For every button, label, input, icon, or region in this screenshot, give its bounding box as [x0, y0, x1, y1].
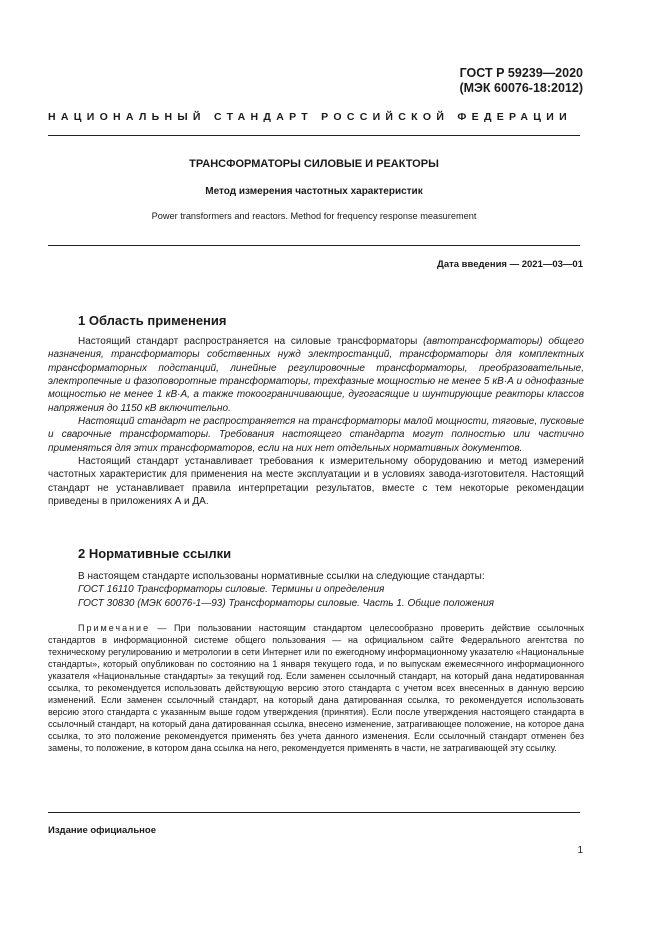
introduction-date: Дата введения — 2021—03—01	[437, 259, 583, 270]
section-1-heading: 1 Область применения	[78, 313, 227, 328]
reference-item: ГОСТ 30830 (МЭК 60076-1—93) Трансформаторы силовые. Часть 1. Общие положения	[78, 597, 494, 609]
banner-divider	[48, 135, 580, 136]
note-label: Примечание	[78, 623, 151, 633]
section-1-body	[48, 335, 584, 508]
english-title: Power transformers and reactors. Method for frequency response measurement	[151, 211, 477, 221]
document-title: ТРАНСФОРМАТОРЫ СИЛОВЫЕ И РЕАКТОРЫ	[189, 158, 439, 170]
official-edition-label: Издание официальное	[48, 825, 156, 836]
document-subtitle: Метод измерения частотных характеристик	[205, 186, 423, 197]
reference-item: ГОСТ 16110 Трансформаторы силовые. Термины и определения	[78, 584, 385, 596]
scope-paragraph-3: Настоящий стандарт устанавливает требования к измерительному оборудованию и метод измерений частотных характеристик для применения на месте эксплуатации и в условиях завода-изготовителя. Настоящий стандарт не устанавливает правила интерпретации результатов, вместе с тем некоторые рекомендации приведены в приложениях А и ДА.	[48, 456, 584, 508]
scope-paragraph-2: Настоящий стандарт не распространяется на трансформаторы малой мощности, тяговые, пусковые и сварочные трансформаторы. Требования настоящего стандарта могут полностью или частично применяться для этих трансформаторов, если на них нет отдельных нормативных документов.	[48, 416, 584, 454]
footer-divider	[48, 812, 580, 813]
title-divider	[48, 245, 580, 246]
references-note	[48, 622, 584, 754]
references-intro: В настоящем стандарте использованы нормативные ссылки на следующие стандарты:	[78, 571, 485, 582]
section-2-body	[48, 570, 584, 610]
section-2-heading: 2 Нормативные ссылки	[78, 546, 232, 561]
scope-paragraph-1: Настоящий стандарт распространяется на силовые трансформаторы (автотрансформаторы) общего назначения, трансформаторы собственных нужд электростанций, трансформаторы для комплектных трансформаторных подстанций, линейные регулировочные трансформаторы, преобразовательные, электропечные и фазоповоротные трансформаторы, трехфазные мощностью не менее 5 кВ·А и однофазные мощностью не менее 1 кВ·А, а также токоограничивающие, дугогасящие и шунтирующие реакторы классов напряжения до 1150 кВ включительно.	[48, 336, 584, 414]
note-text: — При пользовании настоящим стандартом целесообразно проверить действие ссылочных стандартов в информационной системе общего пользования — на официальном сайте Федерального агентства по техническому регулированию и метрологии в сети Интернет или по ежегодному информационному указателю «Национальные стандарты», который опубликован по состоянию на 1 января текущего года, и по выпускам ежемесячного информационного указателя «Национальные стандарты» за текущий год. Если заменен ссылочный стандарт, на который дана недатированная ссылка, то рекомендуется использовать действующую версию этого стандарта с учетом всех внесенных в данную версию изменений. Если заменен ссылочный стандарт, на который дана датированная ссылка, то рекомендуется использовать версию этого стандарта с указанным выше годом утверждения (принятия). Если после утверждения настоящего стандарта в ссылочный стандарт, на который дана датированная ссылка, внесено изменение, затрагивающее положение, на которое дана ссылка, то это положение рекомендуется применять без учета данного изменения. Если ссылочный стандарт отменен без замены, то положение, в котором дана ссылка на него, рекомендуется применять в части, не затрагивающей эту ссылку.	[48, 623, 584, 753]
page-number: 1	[577, 845, 583, 856]
iec-code: (МЭК 60076-18:2012)	[459, 81, 583, 95]
national-standard-banner: НАЦИОНАЛЬНЫЙ СТАНДАРТ РОССИЙСКОЙ ФЕДЕРАЦИИ	[48, 111, 572, 123]
standard-code: ГОСТ Р 59239—2020	[459, 66, 583, 80]
